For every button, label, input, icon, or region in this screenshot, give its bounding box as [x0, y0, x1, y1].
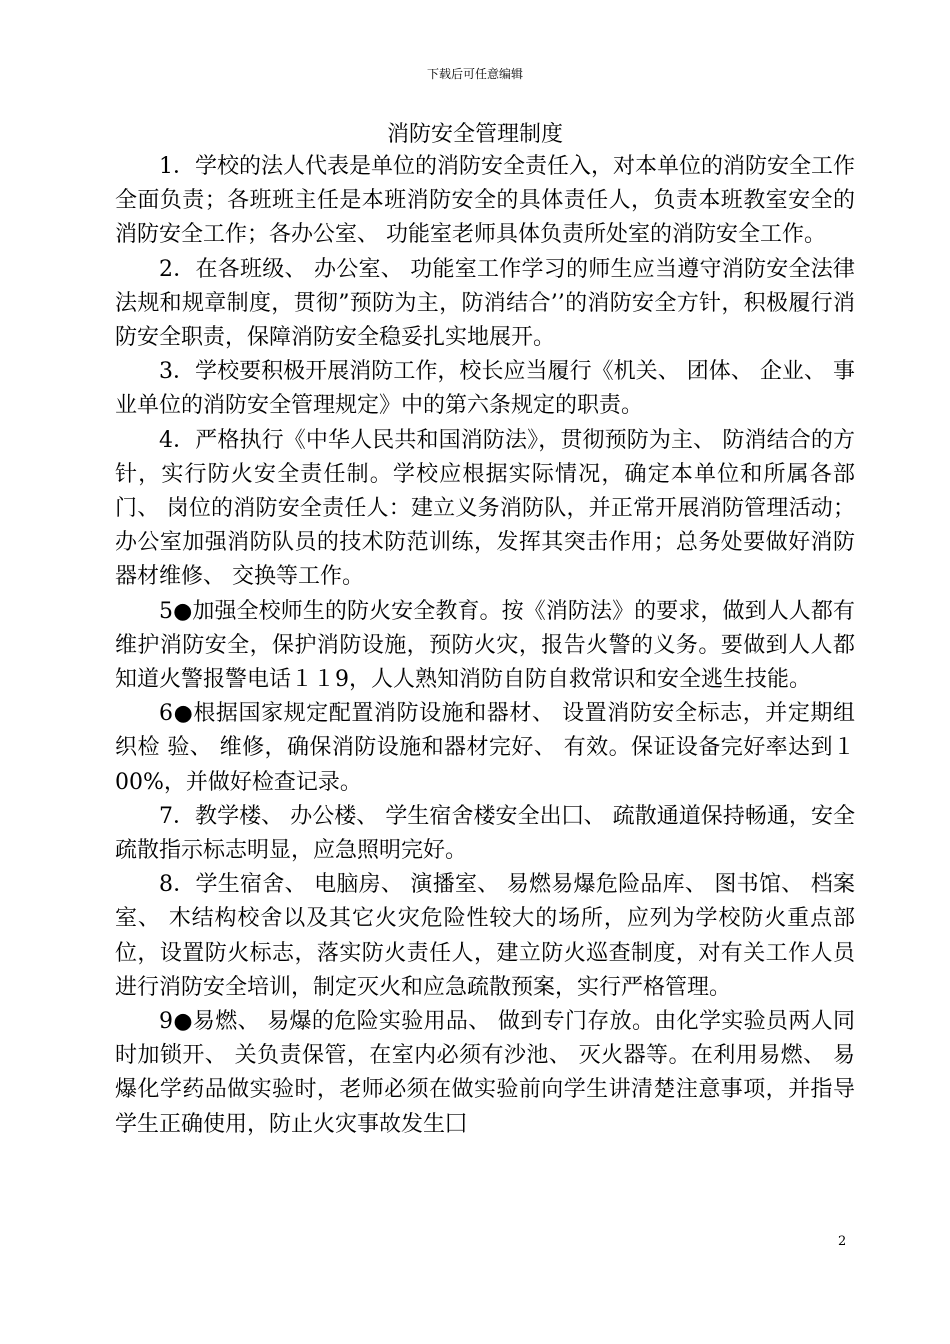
paragraph-6: 6●根据国家规定配置消防设施和器材、 设置消防安全标志，并定期组织检 验、 维修，确保消防设施和器材完好、 有效。保证设备完好率达到１00%，并做好检查记录。	[115, 701, 855, 795]
paragraph-8: 8．学生宿舍、 电脑房、 演播室、 易燃易爆危险品库、 图书馆、 档案室、 木结构校舍以及其它火灾危险性较大的场所，应列为学校防火重点部位，设置防火标志，落实防火责任人，建立防火巡查制度，对有关工作人员进行消防安全培训，制定灭火和应急疏散预案，实行严格管理。	[115, 872, 855, 1000]
paragraph-4: 4．严格执行《中华人民共和国消防法》，贯彻预防为主、 防消结合的方针，实行防火安全责任制。学校应根据实际情况，确定本单位和所属各部门、 岗位的消防安全责任人：建立义务消防队，并正常开展消防管理活动；办公室加强消防队员的技术防范训练，发挥其突击作用；总务处要做好消防器材维修、 交换等工作。	[115, 427, 855, 590]
paragraph-1: 1．学校的法人代表是单位的消防安全责任入，对本单位的消防安全工作全面负责；各班班主任是本班消防安全的具体责任人，负责本班教室安全的消防安全工作；各办公室、 功能室老师具体负责所处室的消防安全工作。	[115, 154, 855, 248]
document-title: 消防安全管理制度	[386, 122, 563, 147]
header-note: 下载后可任意编辑	[426, 67, 523, 81]
paragraph-3: 3．学校要积极开展消防工作，校长应当履行《机关、 团体、 企业、 事业单位的消防安全管理规定》中的第六条规定的职责。	[115, 359, 855, 419]
paragraph-2: 2．在各班级、 办公室、 功能室工作学习的师生应当遵守消防安全法律法规和规章制度，贯彻”预防为主，防消结合’’的消防安全方针，积极履行消防安全职责，保障消防安全稳妥扎实地展开。	[115, 256, 855, 351]
paragraph-7: 7．教学楼、 办公楼、 学生宿舍楼安全出囗、 疏散通道保持畅通，安全疏散指示标志明显，应急照明完好。	[115, 803, 855, 864]
page-number: 2	[838, 1234, 847, 1249]
paragraph-5: 5●加强全校师生的防火安全教育。按《消防法》的要求，做到人人都有维护消防安全，保护消防设施，预防火灾，报告火警的义务。要做到人人都知道火警报警电话１１9，人人熟知消防自防自救常识和安全逃生技能。	[115, 598, 855, 693]
document-body	[115, 150, 855, 1142]
paragraph-9: 9●易燃、 易爆的危险实验用品、 做到专门存放。由化学实验员两人同时加锁开、 关负责保管，在室内必须有沙池、 灭火器等。在利用易燃、 易爆化学药品做实验时，老师必须在做实验前向学生讲清楚注意事项，并指导学生正确使用，防止火灾事故发生囗	[115, 1009, 855, 1137]
